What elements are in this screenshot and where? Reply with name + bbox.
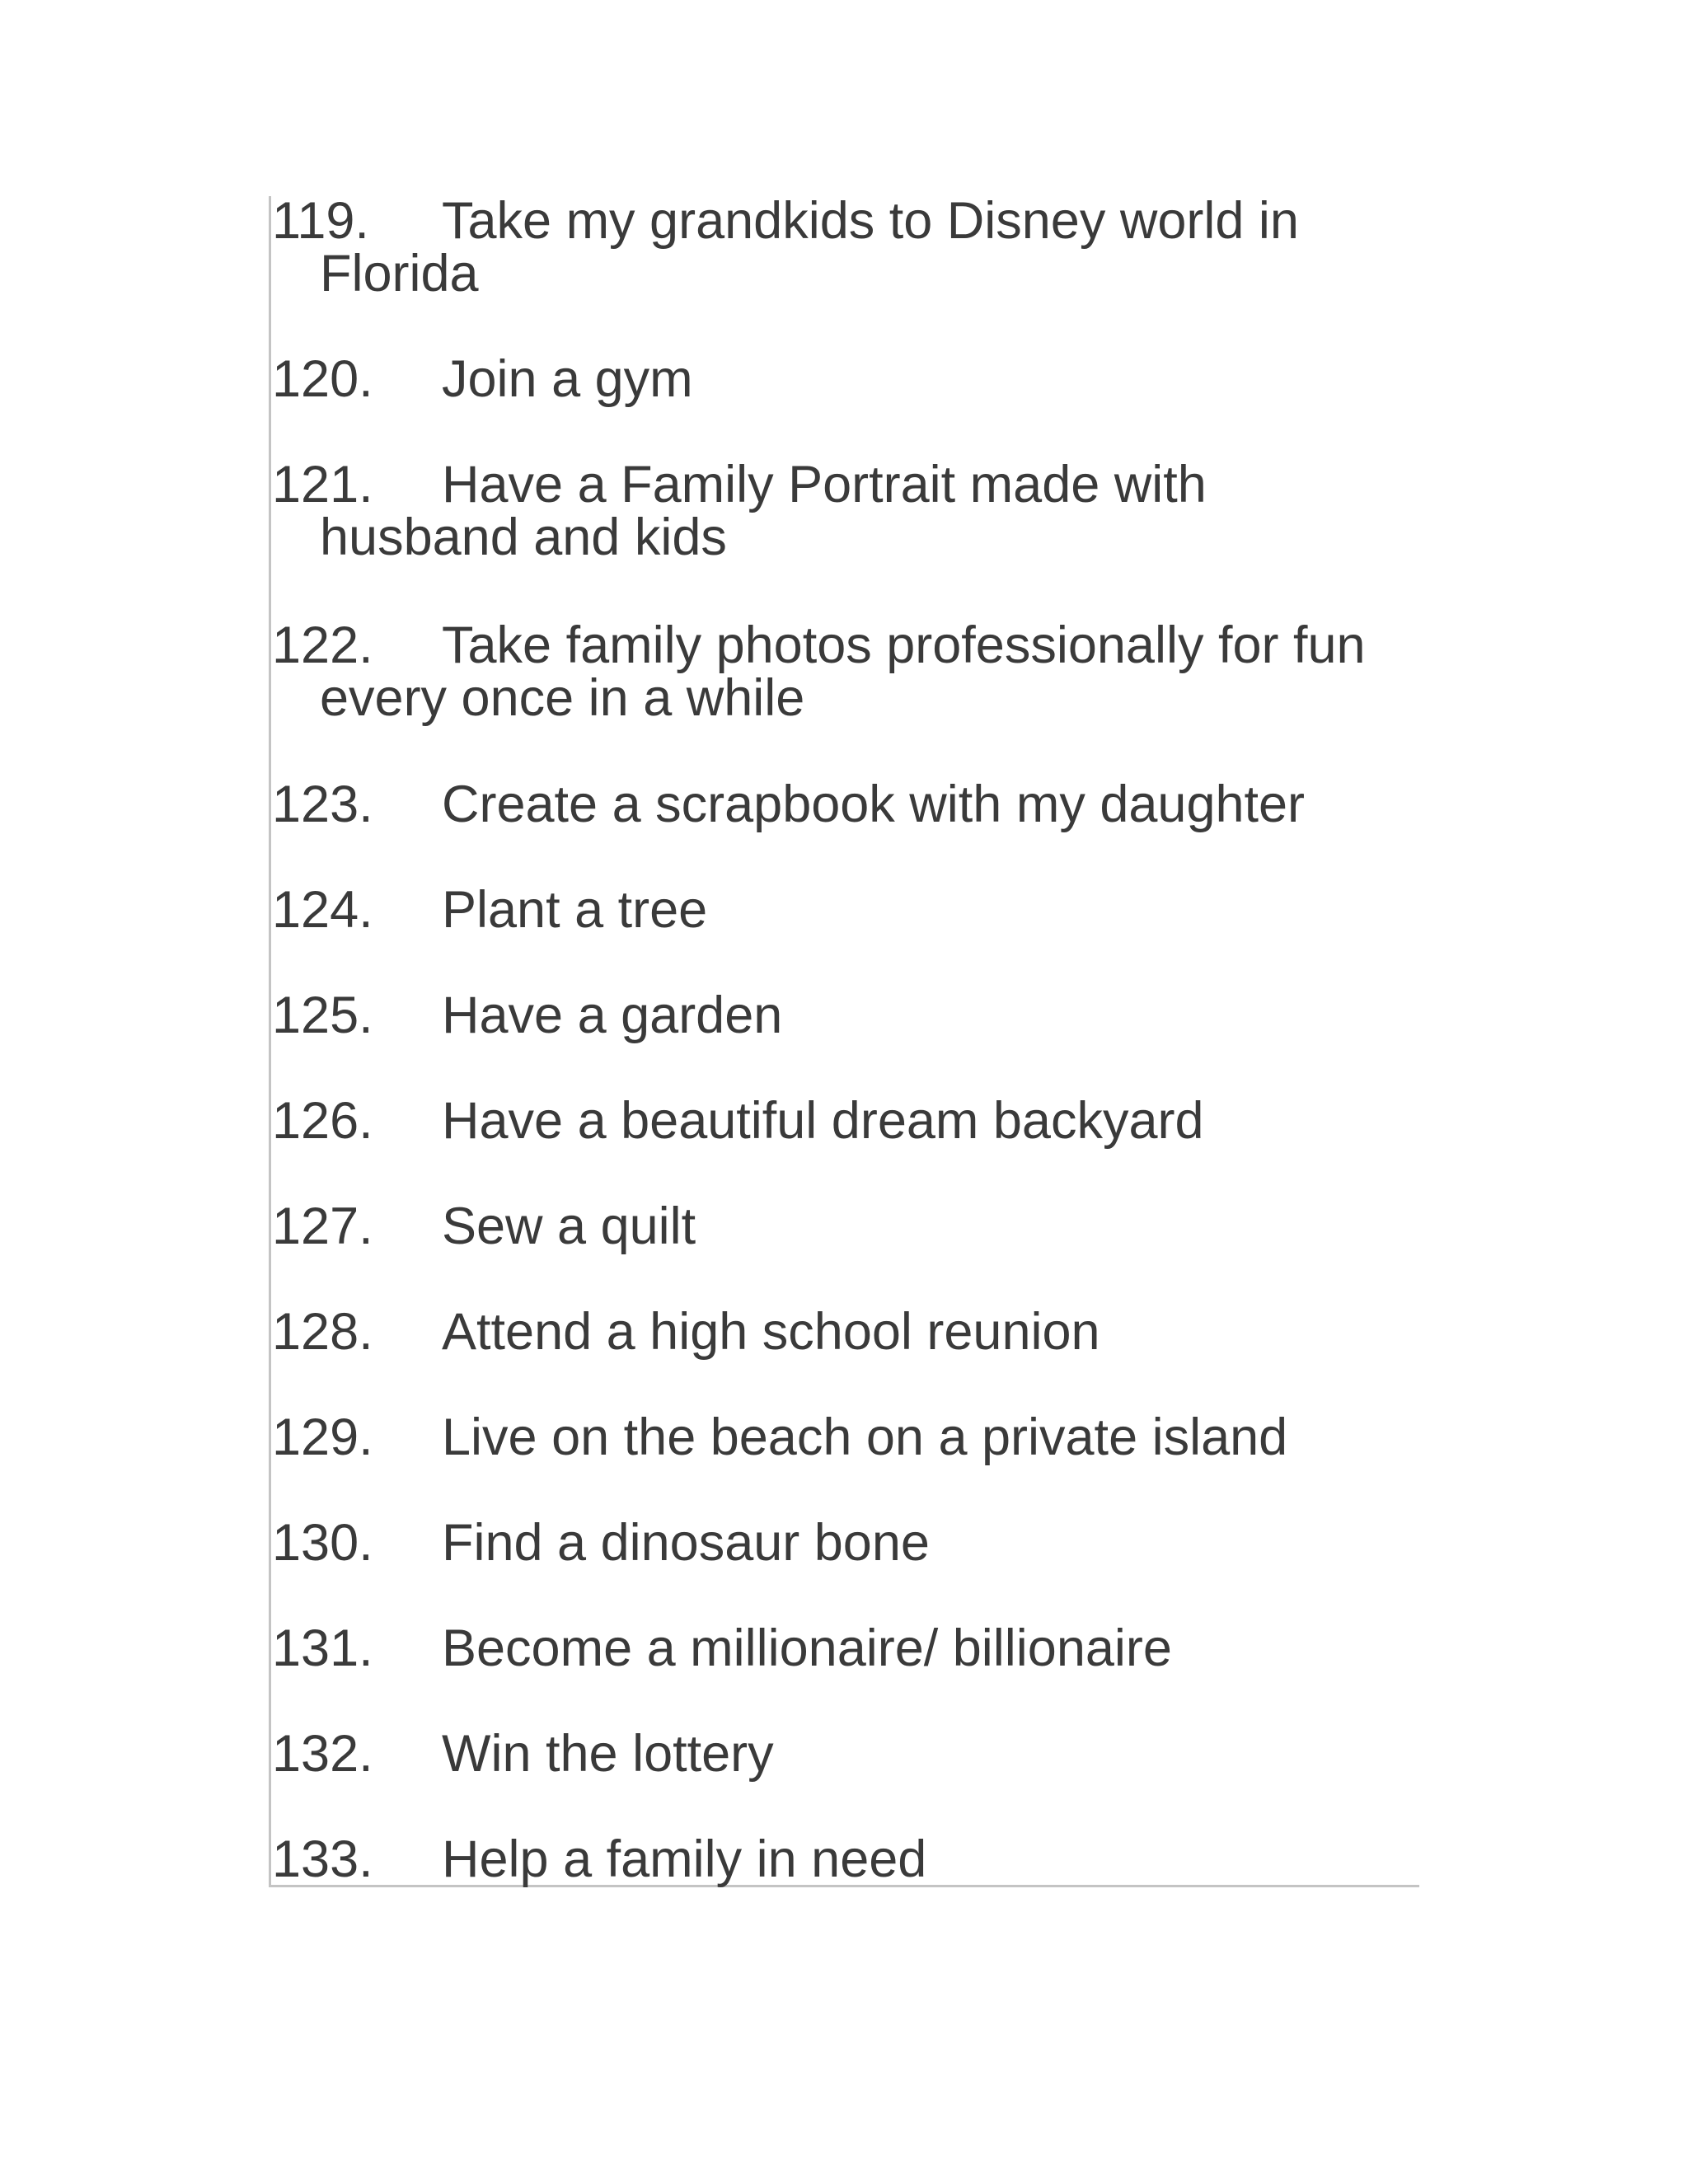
item-number: 132. bbox=[272, 1725, 373, 1783]
item-number: 124. bbox=[272, 881, 373, 939]
item-number: 127. bbox=[272, 1197, 373, 1255]
item-number: 123. bbox=[272, 776, 373, 833]
item-text-continued: husband and kids bbox=[320, 509, 727, 566]
item-text: Live on the beach on a private island bbox=[442, 1408, 1288, 1466]
item-number: 119. bbox=[272, 192, 369, 250]
item-number: 122. bbox=[272, 616, 373, 674]
item-number: 130. bbox=[272, 1514, 373, 1572]
item-number: 126. bbox=[272, 1092, 373, 1150]
item-text-continued: Florida bbox=[320, 245, 479, 302]
item-number: 121. bbox=[272, 456, 373, 513]
item-number: 128. bbox=[272, 1303, 373, 1361]
item-text: Find a dinosaur bone bbox=[442, 1514, 930, 1572]
item-text: Join a gym bbox=[442, 350, 693, 408]
item-text: Win the lottery bbox=[442, 1725, 774, 1783]
item-text: Become a millionaire/ billionaire bbox=[442, 1619, 1172, 1677]
item-number: 120. bbox=[272, 350, 373, 408]
item-text: Have a Family Portrait made with bbox=[442, 456, 1207, 513]
item-text: Help a family in need bbox=[442, 1830, 927, 1888]
item-text: Attend a high school reunion bbox=[442, 1303, 1100, 1361]
item-text: Take family photos professionally for fun bbox=[442, 616, 1366, 674]
item-number: 131. bbox=[272, 1619, 373, 1677]
item-text: Take my grandkids to Disney world in bbox=[442, 192, 1299, 250]
item-text: Have a garden bbox=[442, 987, 783, 1044]
item-number: 125. bbox=[272, 987, 373, 1044]
item-text: Sew a quilt bbox=[442, 1197, 696, 1255]
item-number: 133. bbox=[272, 1830, 373, 1888]
item-text: Have a beautiful dream backyard bbox=[442, 1092, 1204, 1150]
item-text: Plant a tree bbox=[442, 881, 708, 939]
item-text: Create a scrapbook with my daughter bbox=[442, 776, 1306, 833]
item-number: 129. bbox=[272, 1408, 373, 1466]
item-text-continued: every once in a while bbox=[320, 669, 805, 727]
